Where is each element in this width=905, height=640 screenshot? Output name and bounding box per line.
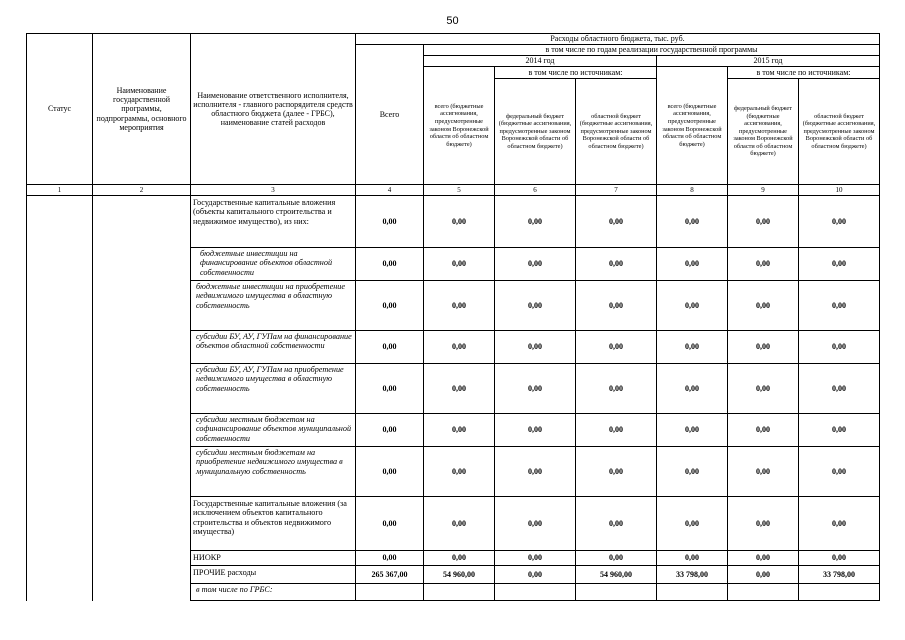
value-cell: 0,00 xyxy=(799,281,880,331)
value-cell: 0,00 xyxy=(728,331,799,364)
value-cell xyxy=(799,584,880,601)
value-cell: 54 960,00 xyxy=(576,566,657,584)
header-year-2014: 2014 год xyxy=(424,56,657,67)
value-cell: 0,00 xyxy=(799,364,880,414)
header-total: Всего xyxy=(356,45,424,185)
value-cell: 0,00 xyxy=(424,414,495,447)
value-cell: 0,00 xyxy=(356,414,424,447)
value-cell: 0,00 xyxy=(799,551,880,566)
column-number: 1 xyxy=(27,185,93,196)
program-name-cell xyxy=(93,196,191,601)
value-cell: 0,00 xyxy=(356,196,424,248)
header-2015-regional: областной бюджет (бюджетные ассигнования, предусмотренные законом Воронежской области об областном бюджете) xyxy=(799,79,880,185)
value-cell: 0,00 xyxy=(424,281,495,331)
column-number: 10 xyxy=(799,185,880,196)
value-cell: 0,00 xyxy=(728,447,799,497)
header-2015-federal: федеральный бюджет (бюджетные ассигнования, предусмотренные законом Воронежской области об областном бюджете) xyxy=(728,79,799,185)
value-cell: 33 798,00 xyxy=(799,566,880,584)
value-cell: 0,00 xyxy=(576,364,657,414)
row-label: субсидии местным бюджетам на приобретение недвижимого имущества в муниципальную собственность xyxy=(191,447,356,497)
value-cell: 0,00 xyxy=(495,414,576,447)
column-number: 6 xyxy=(495,185,576,196)
value-cell: 0,00 xyxy=(728,364,799,414)
status-cell xyxy=(27,196,93,601)
value-cell: 0,00 xyxy=(657,331,728,364)
value-cell: 0,00 xyxy=(657,447,728,497)
value-cell: 0,00 xyxy=(356,551,424,566)
value-cell: 0,00 xyxy=(576,281,657,331)
value-cell: 0,00 xyxy=(576,447,657,497)
header-2014-regional: областной бюджет (бюджетные ассигнования, предусмотренные законом Воронежской области об областном бюджете) xyxy=(576,79,657,185)
column-number: 9 xyxy=(728,185,799,196)
value-cell: 0,00 xyxy=(799,196,880,248)
column-number: 3 xyxy=(191,185,356,196)
header-2015-all: всего (бюджетные ассигнования, предусмотренные законом Воронежской области об областном бюджете) xyxy=(657,67,728,185)
header-by-years: в том числе по годам реализации государственной программы xyxy=(424,45,880,56)
value-cell: 0,00 xyxy=(495,566,576,584)
row-label: бюджетные инвестиции на финансирование объектов областной собственности xyxy=(191,248,356,281)
header-2015-sources: в том числе по источникам: xyxy=(728,67,880,79)
value-cell: 0,00 xyxy=(657,364,728,414)
header-program-name: Наименование государственной программы, подпрограммы, основного мероприятия xyxy=(93,34,191,185)
value-cell: 0,00 xyxy=(356,331,424,364)
value-cell xyxy=(728,584,799,601)
value-cell: 0,00 xyxy=(728,248,799,281)
row-label: НИОКР xyxy=(191,551,356,566)
row-label: субсидии БУ, АУ, ГУПам на финансирование объектов областной собственности xyxy=(191,331,356,364)
value-cell: 54 960,00 xyxy=(424,566,495,584)
value-cell: 0,00 xyxy=(424,364,495,414)
row-label: Государственные капитальные вложения (за исключением объектов капитального строительства и объектов недвижимого имущества) xyxy=(191,497,356,551)
value-cell: 0,00 xyxy=(495,447,576,497)
header-2014-all: всего (бюджетные ассигнования, предусмотренные законом Воронежской области об областном бюджете) xyxy=(424,67,495,185)
value-cell: 33 798,00 xyxy=(657,566,728,584)
row-label: в том числе по ГРБС: xyxy=(191,584,356,601)
value-cell: 0,00 xyxy=(728,566,799,584)
value-cell: 0,00 xyxy=(728,414,799,447)
value-cell: 0,00 xyxy=(495,551,576,566)
row-label: Государственные капитальные вложения (объекты капитального строительства и недвижимое имущество), из них: xyxy=(191,196,356,248)
value-cell: 0,00 xyxy=(495,331,576,364)
header-executor-name: Наименование ответственного исполнителя, исполнителя - главного распорядителя средств областного бюджета (далее - ГРБС), наименование статей расходов xyxy=(191,34,356,185)
column-number: 8 xyxy=(657,185,728,196)
value-cell: 0,00 xyxy=(424,196,495,248)
value-cell xyxy=(356,584,424,601)
table-row xyxy=(27,196,880,248)
value-cell: 0,00 xyxy=(356,447,424,497)
row-label: бюджетные инвестиции на приобретение недвижимого имущества в областную собственность xyxy=(191,281,356,331)
header-year-2015: 2015 год xyxy=(657,56,880,67)
value-cell: 265 367,00 xyxy=(356,566,424,584)
header-status: Статус xyxy=(27,34,93,185)
value-cell: 0,00 xyxy=(495,364,576,414)
column-number: 2 xyxy=(93,185,191,196)
value-cell: 0,00 xyxy=(799,414,880,447)
value-cell: 0,00 xyxy=(799,447,880,497)
value-cell: 0,00 xyxy=(495,281,576,331)
column-number: 4 xyxy=(356,185,424,196)
column-number-row xyxy=(27,185,880,196)
value-cell: 0,00 xyxy=(356,248,424,281)
value-cell: 0,00 xyxy=(799,248,880,281)
value-cell xyxy=(495,584,576,601)
value-cell: 0,00 xyxy=(576,196,657,248)
value-cell: 0,00 xyxy=(356,281,424,331)
value-cell: 0,00 xyxy=(576,414,657,447)
header-2014-sources: в том числе по источникам: xyxy=(495,67,657,79)
value-cell: 0,00 xyxy=(657,196,728,248)
value-cell: 0,00 xyxy=(657,497,728,551)
column-number: 5 xyxy=(424,185,495,196)
value-cell: 0,00 xyxy=(728,196,799,248)
value-cell: 0,00 xyxy=(657,414,728,447)
value-cell: 0,00 xyxy=(356,497,424,551)
value-cell: 0,00 xyxy=(576,551,657,566)
value-cell: 0,00 xyxy=(657,248,728,281)
header-expenses-title: Расходы областного бюджета, тыс. руб. xyxy=(356,34,880,45)
budget-table xyxy=(26,33,880,601)
header-2014-federal: федеральный бюджет (бюджетные ассигнования, предусмотренные законом Воронежской области об областном бюджете) xyxy=(495,79,576,185)
row-label: ПРОЧИЕ расходы xyxy=(191,566,356,584)
value-cell: 0,00 xyxy=(728,281,799,331)
value-cell: 0,00 xyxy=(424,551,495,566)
value-cell: 0,00 xyxy=(424,497,495,551)
value-cell: 0,00 xyxy=(799,331,880,364)
value-cell: 0,00 xyxy=(495,196,576,248)
value-cell xyxy=(657,584,728,601)
row-label: субсидии местным бюджетом на софинансирование объектов муниципальной собственности xyxy=(191,414,356,447)
value-cell: 0,00 xyxy=(424,447,495,497)
value-cell: 0,00 xyxy=(424,331,495,364)
value-cell: 0,00 xyxy=(356,364,424,414)
value-cell: 0,00 xyxy=(495,248,576,281)
value-cell: 0,00 xyxy=(657,551,728,566)
value-cell: 0,00 xyxy=(495,497,576,551)
value-cell: 0,00 xyxy=(424,248,495,281)
column-number: 7 xyxy=(576,185,657,196)
value-cell xyxy=(576,584,657,601)
row-label: субсидии БУ, АУ, ГУПам на приобретение недвижимого имущества в областную собственность xyxy=(191,364,356,414)
page-number: 50 xyxy=(446,15,459,27)
value-cell: 0,00 xyxy=(728,497,799,551)
value-cell: 0,00 xyxy=(576,331,657,364)
value-cell: 0,00 xyxy=(576,497,657,551)
value-cell: 0,00 xyxy=(576,248,657,281)
value-cell: 0,00 xyxy=(728,551,799,566)
value-cell: 0,00 xyxy=(657,281,728,331)
value-cell: 0,00 xyxy=(799,497,880,551)
value-cell xyxy=(424,584,495,601)
